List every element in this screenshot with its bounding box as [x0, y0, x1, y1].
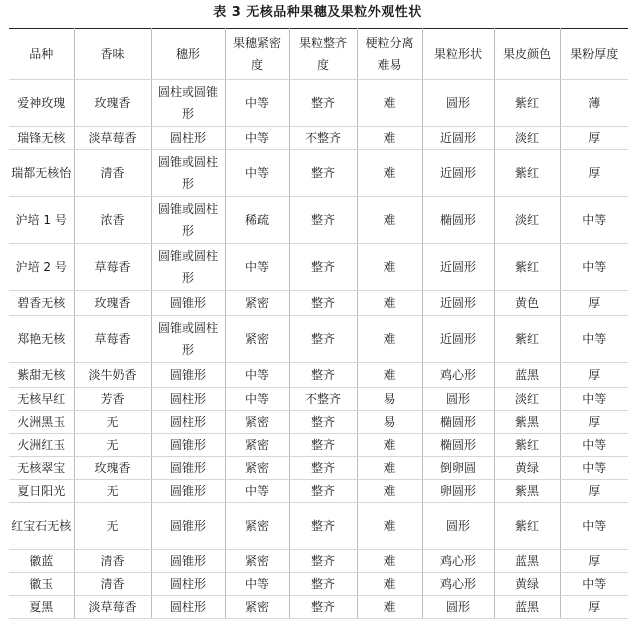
cell-cluster-shape: 圆锥或圆柱形 — [151, 150, 225, 197]
cell-cluster-shape: 圆柱形 — [151, 127, 225, 150]
cell-berry-uniformity: 整齐 — [289, 197, 357, 244]
cell-aroma: 无 — [74, 480, 151, 503]
cell-stem-separation: 难 — [357, 503, 422, 550]
cell-berry-uniformity: 整齐 — [289, 550, 357, 573]
traits-table — [9, 28, 628, 619]
cell-berry-shape: 椭圆形 — [422, 197, 494, 244]
cell-stem-separation: 难 — [357, 127, 422, 150]
cell-cluster-density: 紧密 — [225, 291, 289, 316]
cell-berry-uniformity: 整齐 — [289, 434, 357, 457]
cell-aroma: 草莓香 — [74, 316, 151, 363]
cell-cluster-shape: 圆柱形 — [151, 573, 225, 596]
column-header-bloom-thickness: 果粉厚度 — [560, 29, 628, 80]
cell-berry-uniformity: 整齐 — [289, 411, 357, 434]
cell-variety: 夏日阳光 — [9, 480, 74, 503]
cell-cluster-shape: 圆锥或圆柱形 — [151, 316, 225, 363]
cell-cluster-shape: 圆锥或圆柱形 — [151, 197, 225, 244]
cell-skin-color: 蓝黑 — [494, 363, 560, 388]
cell-aroma: 无 — [74, 411, 151, 434]
column-header-variety: 品种 — [9, 29, 74, 80]
table-row — [9, 411, 628, 434]
table-row — [9, 457, 628, 480]
cell-stem-separation: 难 — [357, 363, 422, 388]
header-row — [9, 29, 628, 80]
cell-aroma: 淡牛奶香 — [74, 363, 151, 388]
cell-aroma: 玫瑰香 — [74, 291, 151, 316]
table-row — [9, 244, 628, 291]
column-header-aroma: 香味 — [74, 29, 151, 80]
table-row — [9, 480, 628, 503]
cell-cluster-shape: 圆锥形 — [151, 434, 225, 457]
cell-berry-shape: 近圆形 — [422, 150, 494, 197]
table-row — [9, 434, 628, 457]
cell-skin-color: 紫红 — [494, 503, 560, 550]
cell-berry-shape: 圆形 — [422, 80, 494, 127]
cell-aroma: 芳香 — [74, 388, 151, 411]
cell-variety: 瑞锋无核 — [9, 127, 74, 150]
cell-skin-color: 紫红 — [494, 434, 560, 457]
cell-stem-separation: 难 — [357, 197, 422, 244]
cell-berry-uniformity: 整齐 — [289, 363, 357, 388]
cell-cluster-density: 中等 — [225, 80, 289, 127]
cell-stem-separation: 难 — [357, 573, 422, 596]
cell-bloom-thickness: 厚 — [560, 480, 628, 503]
cell-stem-separation: 难 — [357, 244, 422, 291]
cell-stem-separation: 难 — [357, 316, 422, 363]
cell-bloom-thickness: 厚 — [560, 596, 628, 619]
cell-aroma: 玫瑰香 — [74, 457, 151, 480]
cell-cluster-density: 紧密 — [225, 316, 289, 363]
cell-variety: 火洲红玉 — [9, 434, 74, 457]
cell-stem-separation: 易 — [357, 411, 422, 434]
cell-cluster-density: 中等 — [225, 127, 289, 150]
cell-variety: 沪培 2 号 — [9, 244, 74, 291]
table-row — [9, 388, 628, 411]
cell-variety: 爱神玫瑰 — [9, 80, 74, 127]
cell-cluster-shape: 圆锥或圆柱形 — [151, 244, 225, 291]
cell-skin-color: 蓝黑 — [494, 550, 560, 573]
cell-berry-uniformity: 整齐 — [289, 480, 357, 503]
table-row — [9, 363, 628, 388]
cell-stem-separation: 难 — [357, 80, 422, 127]
cell-cluster-shape: 圆锥形 — [151, 363, 225, 388]
cell-berry-shape: 近圆形 — [422, 244, 494, 291]
cell-skin-color: 黄色 — [494, 291, 560, 316]
cell-aroma: 清香 — [74, 573, 151, 596]
cell-bloom-thickness: 薄 — [560, 80, 628, 127]
cell-berry-uniformity: 整齐 — [289, 150, 357, 197]
cell-variety: 红宝石无核 — [9, 503, 74, 550]
cell-cluster-density: 中等 — [225, 573, 289, 596]
cell-aroma: 浓香 — [74, 197, 151, 244]
table-row — [9, 80, 628, 127]
cell-skin-color: 淡红 — [494, 127, 560, 150]
cell-stem-separation: 难 — [357, 480, 422, 503]
cell-cluster-shape: 圆柱形 — [151, 411, 225, 434]
cell-bloom-thickness: 厚 — [560, 150, 628, 197]
cell-cluster-shape: 圆锥形 — [151, 291, 225, 316]
cell-aroma: 清香 — [74, 150, 151, 197]
column-header-cluster-shape: 穗形 — [151, 29, 225, 80]
cell-variety: 沪培 1 号 — [9, 197, 74, 244]
cell-variety: 郑艳无核 — [9, 316, 74, 363]
cell-berry-shape: 圆形 — [422, 596, 494, 619]
table-row — [9, 197, 628, 244]
cell-berry-uniformity: 整齐 — [289, 573, 357, 596]
table-row — [9, 150, 628, 197]
cell-cluster-shape: 圆锥形 — [151, 457, 225, 480]
cell-stem-separation: 难 — [357, 150, 422, 197]
cell-cluster-density: 紧密 — [225, 411, 289, 434]
cell-berry-shape: 椭圆形 — [422, 411, 494, 434]
cell-berry-shape: 圆形 — [422, 503, 494, 550]
cell-variety: 夏黑 — [9, 596, 74, 619]
cell-cluster-density: 稀疏 — [225, 197, 289, 244]
cell-berry-uniformity: 整齐 — [289, 244, 357, 291]
cell-berry-shape: 鸡心形 — [422, 363, 494, 388]
cell-skin-color: 紫黑 — [494, 411, 560, 434]
table-row — [9, 503, 628, 550]
table-body — [9, 80, 628, 619]
cell-cluster-density: 中等 — [225, 388, 289, 411]
table-row — [9, 573, 628, 596]
cell-stem-separation: 难 — [357, 550, 422, 573]
cell-skin-color: 紫红 — [494, 80, 560, 127]
cell-cluster-density: 中等 — [225, 244, 289, 291]
cell-berry-uniformity: 整齐 — [289, 596, 357, 619]
cell-cluster-density: 中等 — [225, 150, 289, 197]
cell-cluster-density: 紧密 — [225, 550, 289, 573]
cell-berry-shape: 近圆形 — [422, 127, 494, 150]
cell-bloom-thickness: 厚 — [560, 127, 628, 150]
cell-bloom-thickness: 中等 — [560, 573, 628, 596]
cell-berry-shape: 鸡心形 — [422, 550, 494, 573]
cell-bloom-thickness: 中等 — [560, 503, 628, 550]
table-row — [9, 596, 628, 619]
cell-bloom-thickness: 中等 — [560, 457, 628, 480]
cell-stem-separation: 难 — [357, 434, 422, 457]
cell-berry-shape: 卵圆形 — [422, 480, 494, 503]
cell-berry-shape: 圆形 — [422, 388, 494, 411]
table-row — [9, 127, 628, 150]
column-header-skin-color: 果皮颜色 — [494, 29, 560, 80]
cell-aroma: 淡草莓香 — [74, 127, 151, 150]
cell-berry-shape: 近圆形 — [422, 316, 494, 363]
cell-cluster-density: 紧密 — [225, 596, 289, 619]
cell-aroma: 无 — [74, 434, 151, 457]
cell-bloom-thickness: 中等 — [560, 197, 628, 244]
cell-bloom-thickness: 厚 — [560, 550, 628, 573]
cell-berry-uniformity: 整齐 — [289, 503, 357, 550]
cell-stem-separation: 难 — [357, 291, 422, 316]
cell-skin-color: 紫红 — [494, 316, 560, 363]
cell-skin-color: 黄绿 — [494, 457, 560, 480]
column-header-berry-uniformity: 果粒整齐度 — [289, 29, 357, 80]
column-header-cluster-density: 果穗紧密度 — [225, 29, 289, 80]
cell-berry-uniformity: 整齐 — [289, 316, 357, 363]
cell-aroma: 草莓香 — [74, 244, 151, 291]
cell-berry-uniformity: 不整齐 — [289, 127, 357, 150]
cell-cluster-shape: 圆柱形 — [151, 388, 225, 411]
cell-skin-color: 紫黑 — [494, 480, 560, 503]
cell-berry-shape: 倒卵圆 — [422, 457, 494, 480]
cell-cluster-density: 中等 — [225, 363, 289, 388]
table-row — [9, 550, 628, 573]
cell-bloom-thickness: 中等 — [560, 316, 628, 363]
cell-variety: 无核早红 — [9, 388, 74, 411]
cell-variety: 紫甜无核 — [9, 363, 74, 388]
cell-bloom-thickness: 中等 — [560, 244, 628, 291]
cell-berry-uniformity: 整齐 — [289, 80, 357, 127]
cell-skin-color: 黄绿 — [494, 573, 560, 596]
cell-variety: 无核翠宝 — [9, 457, 74, 480]
table-row — [9, 291, 628, 316]
cell-variety: 徽玉 — [9, 573, 74, 596]
cell-aroma: 无 — [74, 503, 151, 550]
cell-bloom-thickness: 厚 — [560, 363, 628, 388]
column-header-berry-shape: 果粒形状 — [422, 29, 494, 80]
cell-cluster-density: 紧密 — [225, 434, 289, 457]
cell-variety: 火洲黑玉 — [9, 411, 74, 434]
cell-cluster-density: 中等 — [225, 480, 289, 503]
cell-aroma: 玫瑰香 — [74, 80, 151, 127]
cell-aroma: 清香 — [74, 550, 151, 573]
cell-berry-uniformity: 整齐 — [289, 291, 357, 316]
cell-cluster-shape: 圆锥形 — [151, 550, 225, 573]
cell-skin-color: 紫红 — [494, 150, 560, 197]
cell-stem-separation: 难 — [357, 596, 422, 619]
cell-variety: 徽蓝 — [9, 550, 74, 573]
table-row — [9, 316, 628, 363]
cell-skin-color: 紫红 — [494, 244, 560, 291]
cell-bloom-thickness: 厚 — [560, 411, 628, 434]
cell-cluster-density: 紧密 — [225, 457, 289, 480]
cell-bloom-thickness: 中等 — [560, 388, 628, 411]
column-header-stem-separation: 梗粒分离难易 — [357, 29, 422, 80]
cell-bloom-thickness: 中等 — [560, 434, 628, 457]
cell-stem-separation: 易 — [357, 388, 422, 411]
cell-berry-uniformity: 不整齐 — [289, 388, 357, 411]
cell-stem-separation: 难 — [357, 457, 422, 480]
cell-cluster-shape: 圆柱形 — [151, 596, 225, 619]
cell-cluster-shape: 圆锥形 — [151, 480, 225, 503]
cell-aroma: 淡草莓香 — [74, 596, 151, 619]
cell-variety: 碧香无核 — [9, 291, 74, 316]
cell-variety: 瑞都无核怡 — [9, 150, 74, 197]
cell-bloom-thickness: 厚 — [560, 291, 628, 316]
cell-berry-shape: 近圆形 — [422, 291, 494, 316]
cell-skin-color: 淡红 — [494, 388, 560, 411]
cell-berry-shape: 椭圆形 — [422, 434, 494, 457]
cell-berry-uniformity: 整齐 — [289, 457, 357, 480]
table-caption: 表 3 无核品种果穗及果粒外观性状 — [213, 5, 422, 20]
cell-cluster-density: 紧密 — [225, 503, 289, 550]
cell-cluster-shape: 圆锥形 — [151, 503, 225, 550]
cell-skin-color: 蓝黑 — [494, 596, 560, 619]
cell-berry-shape: 鸡心形 — [422, 573, 494, 596]
cell-cluster-shape: 圆柱或圆锥形 — [151, 80, 225, 127]
cell-skin-color: 淡红 — [494, 197, 560, 244]
